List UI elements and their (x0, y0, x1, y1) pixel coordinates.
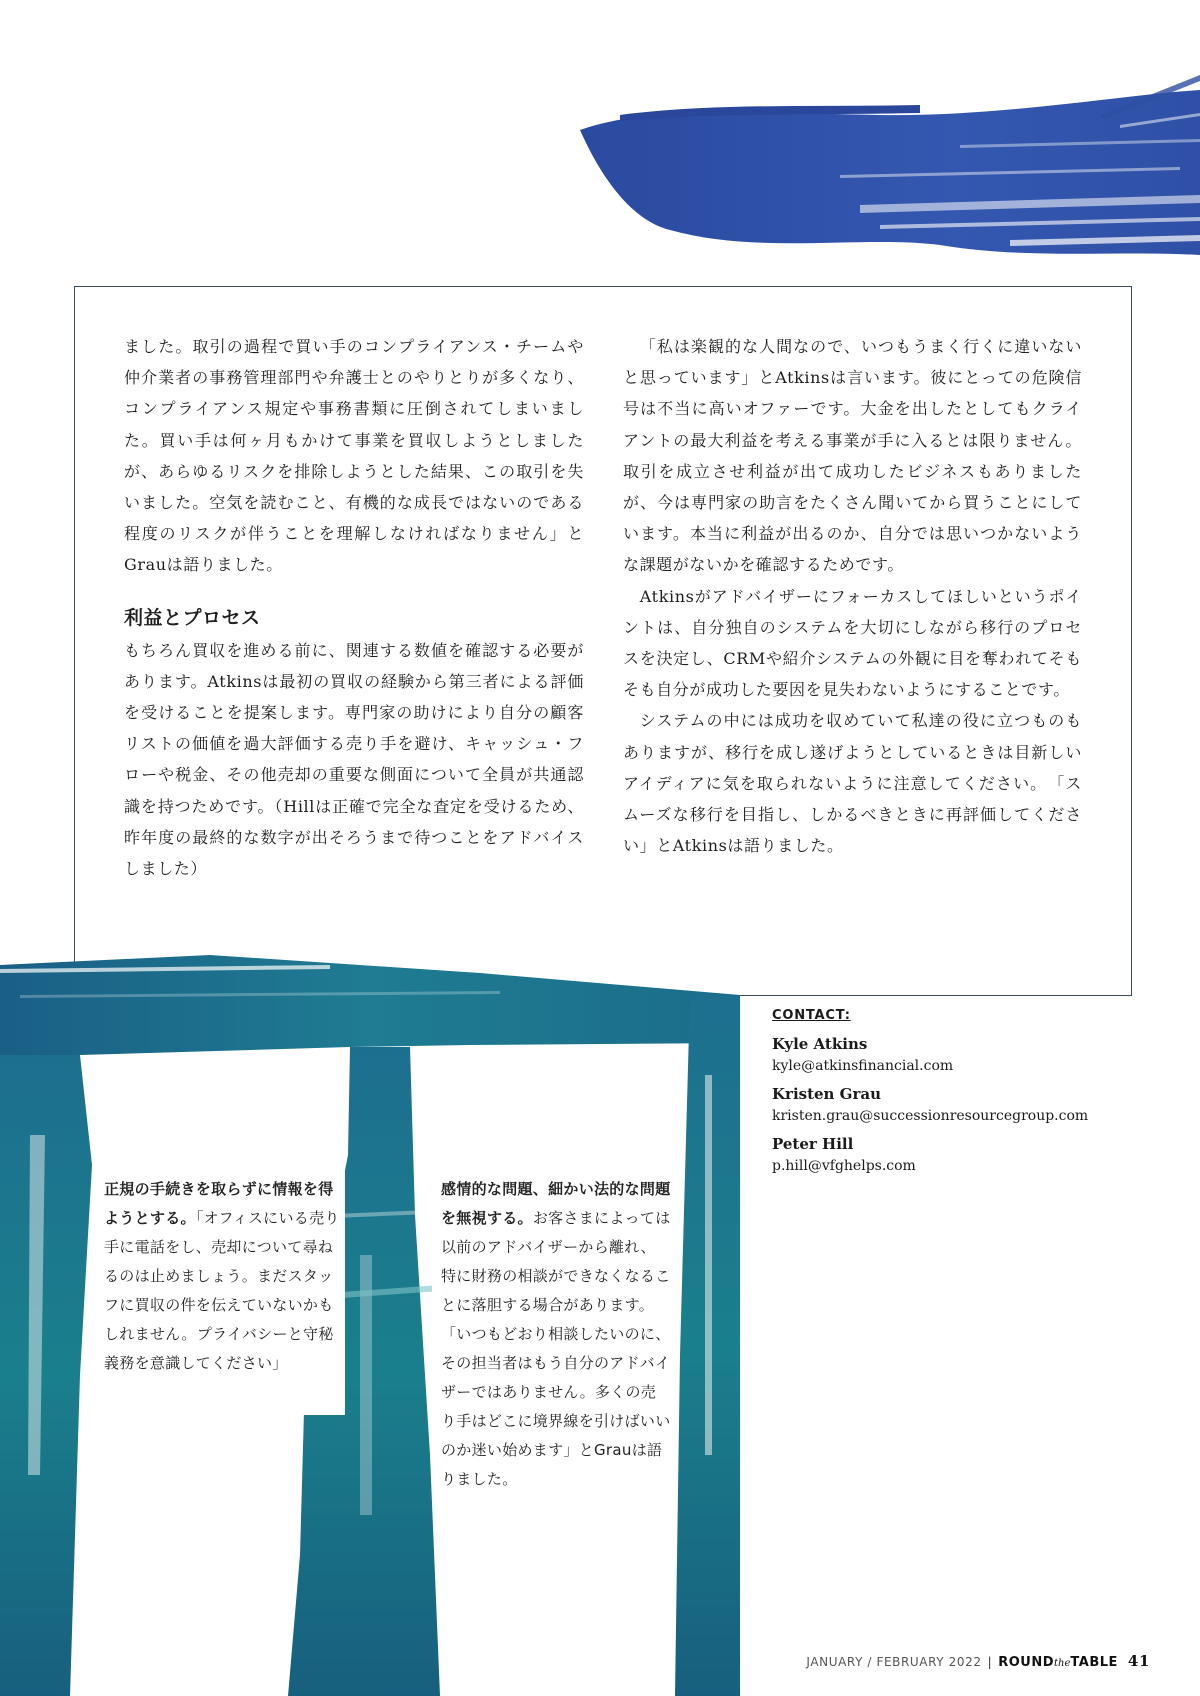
page-number: 41 (1127, 1652, 1150, 1670)
magazine-brand (998, 1655, 1118, 1670)
article-paragraph: Atkinsがアドバイザーにフォーカスしてほしいというポイントは、自分独自のシステムを大切にしながら移行のプロセスを決定し、CRMや紹介システムの外観に目を奪われてそもそも自分が成功した要因を見失わないようにすることです。 (623, 586, 1082, 700)
footer-separator: | (987, 1655, 993, 1669)
tip-text: お客さまによっては以前のアドバイザーから離れ、特に財務の相談ができなくなることに落胆する場合があります。「いつもどおり相談したいのに、その担当者はもう自分のアドバイザーではありません。多くの売り手はどこに境界線を引けばいいのか迷い始めます」とGrauは語りました。 (441, 1209, 671, 1488)
contact-name: Kyle Atkins (772, 1035, 868, 1053)
sidebar-tip (104, 1175, 340, 1378)
tip-lead: 感情的な問題、細かい法的な問題を無視する。 (441, 1180, 671, 1227)
contact-block (772, 1008, 1172, 1177)
contact-email[interactable]: kyle@atkinsfinancial.com (772, 1058, 954, 1074)
article-column-left (124, 331, 584, 884)
contact-name: Kristen Grau (772, 1085, 882, 1103)
article-paragraph: システムの中には成功を収めていて私達の役に立つものもありますが、移行を成し遂げようとしているときは目新しいアイディアに気を取られないように注意してください。 「スムーズな移行を目指し、しかるべきときに再評価してください」とAtkinsは語りました。 (623, 711, 1082, 856)
tip-text: 「オフィスにいる売り手に電話をし、売却について尋ねるのは止めましょう。まだスタッフに買収の件を伝えていないかもしれません。プライバシーと守秘義務を意識してください」 (104, 1209, 340, 1372)
article-column-right (623, 331, 1082, 861)
issue-date: JANUARY / FEBRUARY 2022 (806, 1655, 982, 1669)
contact-email[interactable]: p.hill@vfghelps.com (772, 1158, 916, 1174)
blue-brush-stroke (560, 55, 1200, 285)
section-heading: 利益とプロセス (124, 606, 261, 629)
article-paragraph: 「私は楽観的な人間なので、いつもうまく行くに違いないと思っています」とAtkinsは言います。彼にとっての危険信号は不当に高いオファーです。大金を出したとしてもクライアントの最大利益を考える事業が手に入るとは限りません。取引を成立させ利益が出て成功したビジネスもありましたが、今は専門家の助言をたくさん聞いてから買うことにしています。本当に利益が出るのか、自分では思いつかないような課題がないかを確認するためです。 (623, 337, 1082, 575)
contact-email[interactable]: kristen.grau@successionresourcegroup.com (772, 1108, 1089, 1124)
article-paragraph: もちろん買収を進める前に、関連する数値を確認する必要があります。Atkinsは最初の買収の経験から第三者による評価を受けることを提案します。専門家の助けにより自分の顧客リストの価値を過大評価する売り手を避け、キャッシュ・フローや税金、その他売却の重要な側面について全員が共通認識を持つためです。（Hillは正確で完全な査定を受けるため、昨年度の最終的な数字が出そろうまで待つことをアドバイスしました） (124, 640, 584, 879)
contact-label: CONTACT: (772, 1008, 851, 1023)
brand-table: TABLE (1070, 1655, 1118, 1670)
brand-round: ROUND (998, 1655, 1055, 1670)
contact-name: Peter Hill (772, 1135, 854, 1153)
tip-lead: 正規の手続きを取らずに情報を得ようとする。 (104, 1180, 334, 1227)
article-paragraph: ました。取引の過程で買い手のコンプライアンス・チームや仲介業者の事務管理部門や弁護士とのやりとりが多くなり、コンプライアンス規定や事務書類に圧倒されてしまいました。買い手は何ヶ月もかけて事業を買収しようとしましたが、あらゆるリスクを排除しようとした結果、この取引を失いました。空気を読むこと、有機的な成長ではないのである程度のリスクが伴うことを理解しなければなりません」とGrauは語りました。 (124, 337, 584, 575)
brand-the: the (1054, 1658, 1071, 1669)
sidebar-tip (441, 1175, 671, 1494)
page-footer (806, 1652, 1150, 1670)
